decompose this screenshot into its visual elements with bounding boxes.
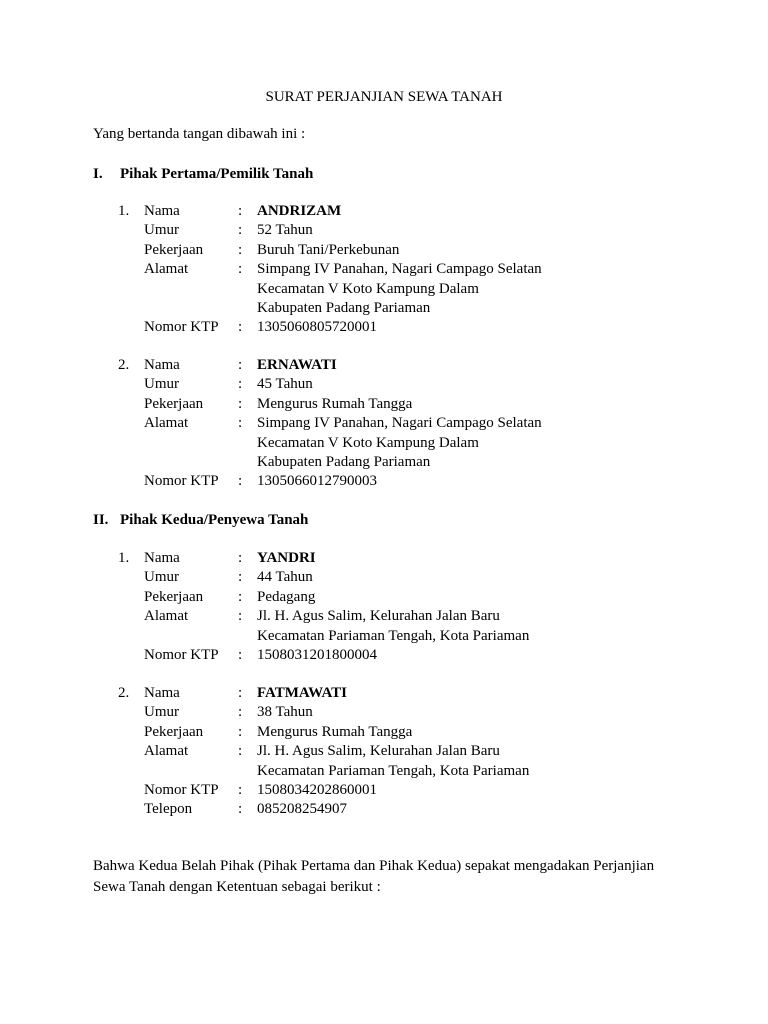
- field-alamat-line-3: [118, 299, 718, 318]
- field-colon: :: [238, 781, 243, 798]
- field-colon: :: [238, 588, 243, 605]
- field-label: Telepon: [144, 801, 193, 818]
- field-nama: [118, 549, 718, 568]
- field-value: Kecamatan V Koto Kampung Dalam: [257, 280, 479, 297]
- field-colon: :: [238, 203, 243, 219]
- field-alamat: [118, 414, 718, 433]
- party-number: 1.: [118, 203, 130, 219]
- field-label: Umur: [144, 222, 179, 239]
- field-value: Simpang IV Panahan, Nagari Campago Selatan: [257, 261, 542, 278]
- field-value: ANDRIZAM: [257, 203, 342, 219]
- field-label: Alamat: [144, 608, 189, 625]
- field-umur: [118, 375, 718, 394]
- field-value: 085208254907: [257, 801, 347, 818]
- field-alamat-line-3: [118, 453, 718, 472]
- field-nama: [118, 684, 718, 703]
- field-value: Pedagang: [257, 588, 316, 605]
- section-heading-pihak-pertama: [93, 164, 313, 184]
- field-label: Nomor KTP: [144, 473, 219, 490]
- field-value: Kecamatan Pariaman Tengah, Kota Pariaman: [257, 627, 530, 644]
- section-title: Pihak Kedua/Penyewa Tanah: [120, 512, 309, 528]
- closing-paragraph: [93, 856, 693, 898]
- field-umur: [118, 568, 718, 587]
- party-fatmawati: [118, 684, 718, 820]
- field-label: Nama: [144, 550, 180, 566]
- field-colon: :: [238, 646, 243, 663]
- field-alamat-line-2: [118, 280, 718, 299]
- field-colon: :: [238, 608, 243, 625]
- field-alamat: [118, 607, 718, 626]
- field-value: Jl. H. Agus Salim, Kelurahan Jalan Baru: [257, 608, 500, 625]
- field-value: 45 Tahun: [257, 376, 313, 393]
- field-alamat-line-2: [118, 762, 718, 781]
- field-label: Nomor KTP: [144, 781, 219, 798]
- field-label: Umur: [144, 704, 179, 721]
- party-number: 2.: [118, 357, 130, 373]
- field-pekerjaan: [118, 723, 718, 742]
- party-yandri: [118, 549, 718, 665]
- field-value: Mengurus Rumah Tangga: [257, 395, 413, 412]
- field-label: Nama: [144, 685, 180, 701]
- field-value: 1305060805720001: [257, 319, 377, 336]
- field-label: Pekerjaan: [144, 395, 204, 412]
- field-colon: :: [238, 743, 243, 760]
- field-value: ERNAWATI: [257, 357, 337, 373]
- field-value: 1508031201800004: [257, 646, 377, 663]
- field-label: Nama: [144, 357, 180, 373]
- field-value: Kecamatan V Koto Kampung Dalam: [257, 434, 479, 451]
- field-label: Pekerjaan: [144, 723, 204, 740]
- field-value: Kecamatan Pariaman Tengah, Kota Pariaman: [257, 762, 530, 779]
- field-value: Kabupaten Padang Pariaman: [257, 453, 431, 470]
- field-label: Nomor KTP: [144, 646, 219, 663]
- field-value: Buruh Tani/Perkebunan: [257, 241, 400, 258]
- field-telepon: [118, 800, 718, 819]
- field-label: Alamat: [144, 743, 189, 760]
- field-colon: :: [238, 241, 243, 258]
- field-ktp: [118, 318, 718, 337]
- field-colon: :: [238, 473, 243, 490]
- field-ktp: [118, 646, 718, 665]
- field-alamat: [118, 260, 718, 279]
- section-heading-pihak-kedua: [93, 510, 308, 530]
- field-pekerjaan: [118, 588, 718, 607]
- field-colon: :: [238, 723, 243, 740]
- field-nama: [118, 202, 718, 221]
- closing-line-1: Bahwa Kedua Belah Pihak (Pihak Pertama dan Pihak Kedua) sepakat mengadakan Perjanjian: [93, 858, 655, 874]
- field-value: 1508034202860001: [257, 781, 377, 798]
- field-label: Pekerjaan: [144, 241, 204, 258]
- field-colon: :: [238, 415, 243, 432]
- field-value: Jl. H. Agus Salim, Kelurahan Jalan Baru: [257, 743, 500, 760]
- field-colon: :: [238, 685, 243, 701]
- field-colon: :: [238, 222, 243, 239]
- field-label: Pekerjaan: [144, 588, 204, 605]
- field-value: 44 Tahun: [257, 569, 313, 586]
- document-title: SURAT PERJANJIAN SEWA TANAH: [265, 89, 503, 105]
- closing-line-2: Sewa Tanah dengan Ketentuan sebagai berikut :: [93, 879, 381, 895]
- field-colon: :: [238, 376, 243, 393]
- field-colon: :: [238, 395, 243, 412]
- field-alamat-line-2: [118, 434, 718, 453]
- field-value: Mengurus Rumah Tangga: [257, 723, 413, 740]
- party-ernawati: [118, 356, 718, 492]
- field-label: Alamat: [144, 415, 189, 432]
- field-label: Alamat: [144, 261, 189, 278]
- section-number: I.: [93, 166, 103, 182]
- section-title: Pihak Pertama/Pemilik Tanah: [120, 166, 314, 182]
- field-umur: [118, 221, 718, 240]
- field-ktp: [118, 472, 718, 491]
- field-pekerjaan: [118, 395, 718, 414]
- intro-text: Yang bertanda tangan dibawah ini :: [93, 126, 306, 142]
- field-value: YANDRI: [257, 550, 316, 566]
- field-pekerjaan: [118, 241, 718, 260]
- field-ktp: [118, 781, 718, 800]
- field-value: 1305066012790003: [257, 473, 377, 490]
- field-value: FATMAWATI: [257, 685, 347, 701]
- field-alamat-line-2: [118, 627, 718, 646]
- field-label: Nama: [144, 203, 180, 219]
- field-label: Umur: [144, 569, 179, 586]
- field-label: Umur: [144, 376, 179, 393]
- field-value: Simpang IV Panahan, Nagari Campago Selatan: [257, 415, 542, 432]
- field-colon: :: [238, 261, 243, 278]
- field-nama: [118, 356, 718, 375]
- party-andrizam: [118, 202, 718, 338]
- field-colon: :: [238, 357, 243, 373]
- party-number: 1.: [118, 550, 130, 566]
- field-colon: :: [238, 550, 243, 566]
- field-colon: :: [238, 704, 243, 721]
- field-colon: :: [238, 801, 243, 818]
- field-umur: [118, 703, 718, 722]
- field-colon: :: [238, 319, 243, 336]
- field-value: 38 Tahun: [257, 704, 313, 721]
- section-number: II.: [93, 512, 109, 528]
- field-value: Kabupaten Padang Pariaman: [257, 299, 431, 316]
- field-value: 52 Tahun: [257, 222, 313, 239]
- field-colon: :: [238, 569, 243, 586]
- field-label: Nomor KTP: [144, 319, 219, 336]
- field-alamat: [118, 742, 718, 761]
- party-number: 2.: [118, 685, 130, 701]
